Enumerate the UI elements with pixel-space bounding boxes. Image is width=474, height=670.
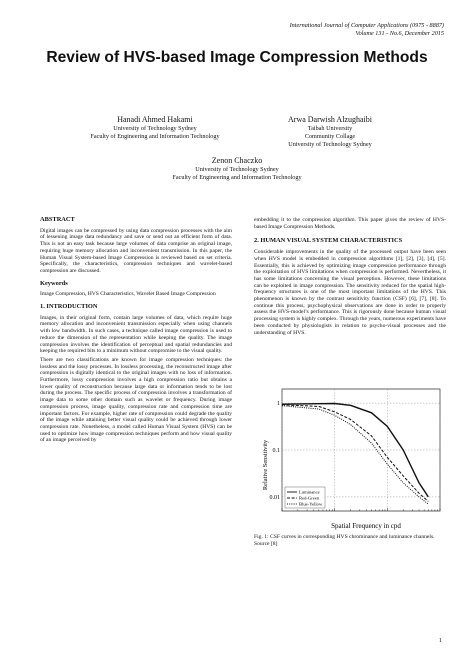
- author-name: Zenon Chaczko: [211, 156, 263, 165]
- introduction-paragraph: Images, in their original form, contain large volumes of data, which require huge memory allocation and inconvenient transmission especially when using channels with low bandwidth. In such cases, a technique called image compression is used to reduce the dimension of the representation while keeping the quality. The image compression involves the identification of perceptual and spatial redundancies and keeping the required bits to a minimum without compromise to the visual quality.: [40, 314, 232, 355]
- journal-volume: Volume 131 - No.6, December 2015: [355, 30, 444, 37]
- y-axis-label: Relative Sensitivity: [262, 439, 269, 491]
- author-block-1: [60, 115, 250, 141]
- author-name: Arwa Darwish Alzughaibi: [288, 115, 372, 124]
- keywords-heading: Keywords: [40, 279, 68, 287]
- author-affiliation: Community Collage: [304, 133, 356, 140]
- body-paragraph: Considerable improvements in the quality of the processed output have been seen when HVS model is embedded in compression algorithms [1], [2], [3], [4], [5]. Essentially, this is achieved by optimizing image compression performance through the exploitation of HVS limitations when compression is performed. Nevertheless, it has some limitations concerning the visual perception. However, these limitations can be exploited in image compression. The sensitivity reduced for the spatial high-frequency structures is one of the most important limitations of the HVS. This phenomenon is known by the contrast sensitivity function (CSF) [6], [7], [8]. To continue this process, psychophysical observations are done in order to properly assess the HVS-model’s performance. This is rigorously done because human visual processing system is highly complex. Through the years, numerous experiments have been conducted by physiologists in relation to psycho-visual processes and the understanding of HVS.: [254, 249, 446, 336]
- figure-caption: Fig. 1: CSF curves in corresponding HVS chrominance and luminance channels. Source [8]: [254, 534, 435, 547]
- author-affiliation: University of Technology Sydney: [113, 125, 197, 132]
- body-paragraph: embedding it to the compression algorithm. This paper gives the review of HVS-based Image Compression Methods.: [254, 217, 446, 230]
- abstract-text: Digital images can be compressed by using data compression processes with the aim of lessening image data redundancy and save or send out an efficient form of data. This is not an easy task because large volumes of data comprise an original image, requiring huge memory allocation and inconvenient transmission. In this paper, the Human Visual System-based Image Compression is reviewed based on set criteria. Specifically, the characteristics, compression techniques and wavelet-based compression are discussed.: [40, 227, 232, 274]
- abstract-heading: ABSTRACT: [40, 216, 75, 223]
- author-block-2: [255, 115, 405, 149]
- author-affiliation: Faculty of Engineering and Information Technology: [90, 133, 220, 140]
- journal-header: [290, 22, 444, 38]
- page-number: 1: [438, 637, 442, 644]
- legend-label: Luminance: [299, 489, 320, 495]
- x-axis-label: Spatial Frequency in cpd: [331, 522, 401, 530]
- section-2-heading: 2. HUMAN VISUAL SYSTEM CHARACTERISTICS: [254, 237, 403, 245]
- author-affiliation: University of Technology Sydney: [288, 141, 372, 148]
- journal-name: International Journal of Computer Applications (0975 - 8887): [289, 22, 444, 29]
- introduction-heading: 1. INTRODUCTION: [40, 303, 98, 311]
- csf-figure: [256, 383, 446, 531]
- author-name: Hanadi Ahmed Hakami: [117, 115, 193, 124]
- author-affiliation: University of Technology Sydney: [195, 166, 279, 173]
- y-tick-label: 1: [277, 401, 280, 408]
- right-column: [254, 217, 446, 338]
- author-affiliation: Taibah University: [307, 125, 353, 132]
- keywords-text: Image Compression, HVS Characteristics, Wavelet Based Image Compression: [40, 291, 216, 298]
- y-tick-label: 0.1: [272, 448, 280, 454]
- left-column: [40, 217, 232, 446]
- csf-chart: [256, 383, 446, 531]
- y-tick-label: 0.01: [269, 494, 280, 501]
- legend-label: Blue-Yellow: [299, 501, 323, 507]
- chart-legend: [285, 487, 325, 508]
- series-line-luminance: [282, 404, 428, 497]
- paper-title: Review of HVS-based Image Compression Methods: [46, 49, 428, 66]
- author-affiliation: Faculty of Engineering and Information Technology: [172, 174, 302, 181]
- author-block-3: [130, 156, 344, 182]
- introduction-paragraph: There are two classifications are known for image compression techniques: the lossless and the lossy processes. In lossless processing, the reconstructed image after compression is digitally identical to the original images with no loss of information. Furthermore, lossy compression involves a high compression ratio but obtains a lower quality of reconstruction because large data or information tends to be lost during the process. The specific process of compression involves a transformation of image data to some other domain such as wavelet or frequency. During image compression process, image quality, compression rate and compression time are important factors. For example, higher rate of compression could degrade the quality of the image while attaining better visual quality could be achieved through lower compression rate. Nonetheless, a model called Human Visual System (HVS) can be used to optimize how image compression techniques perform and how visual quality of an image perceived by: [40, 356, 232, 444]
- legend-label: Red-Green: [299, 495, 320, 501]
